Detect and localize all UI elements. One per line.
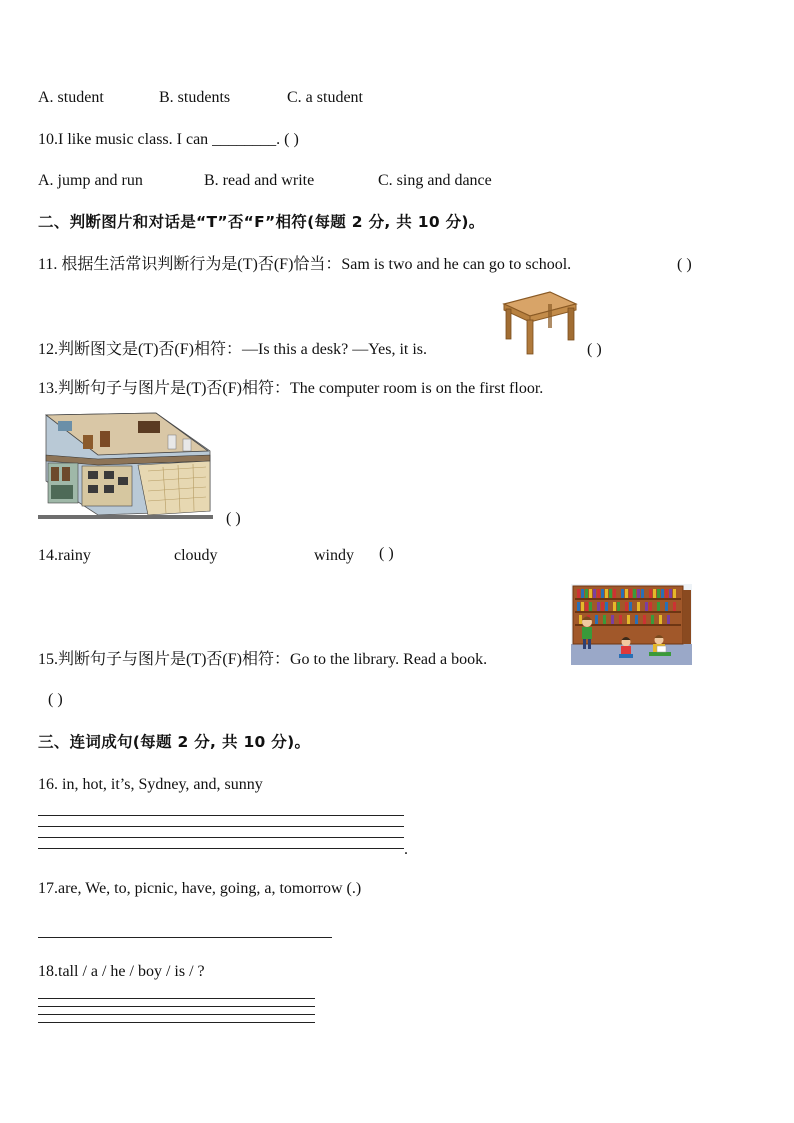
q15-answer-blank[interactable]: ( ) — [48, 691, 63, 708]
writing-line — [38, 826, 404, 827]
writing-line — [38, 837, 404, 838]
q13-text: 13.判断句子与图片是(T)否(F)相符：The computer room is on the first floor. — [38, 380, 544, 397]
q14-word-cloudy: cloudy — [174, 547, 218, 564]
writing-line — [38, 1022, 315, 1023]
q11-text: 11. 根据生活常识判断行为是(T)否(F)恰当：Sam is two and he can go to school. — [38, 256, 572, 273]
q15-text: 15.判断句子与图片是(T)否(F)相符：Go to the library. Read a book. — [38, 651, 488, 668]
section-2-heading: 二、判断图片和对话是“T”否“F”相符(每题 2 分, 共 10 分)。 — [38, 213, 485, 231]
library-image — [571, 584, 692, 665]
q9-option-a: A. student — [38, 89, 104, 106]
q14-answer-blank[interactable]: ( ) — [379, 545, 394, 562]
writing-line — [38, 1006, 315, 1007]
q14-word-windy: windy — [314, 547, 354, 564]
q10-option-a: A. jump and run — [38, 172, 143, 189]
writing-line — [38, 848, 404, 849]
school-building-image — [38, 411, 213, 519]
q16-prompt: 16. in, hot, it’s, Sydney, and, sunny — [38, 776, 263, 793]
q9-option-c: C. a student — [287, 89, 363, 106]
q18-prompt: 18.tall / a / he / boy / is / ? — [38, 963, 205, 980]
q9-option-b: B. students — [159, 89, 231, 106]
section-3-heading: 三、连词成句(每题 2 分, 共 10 分)。 — [38, 733, 311, 751]
desk-image — [498, 290, 578, 356]
q12-text: 12.判断图文是(T)否(F)相符：—Is this a desk? —Yes, it is. — [38, 341, 428, 358]
q10-option-b: B. read and write — [204, 172, 315, 189]
writing-line — [38, 998, 315, 999]
writing-line — [38, 1014, 315, 1015]
writing-line — [38, 815, 404, 816]
q12-answer-blank[interactable]: ( ) — [587, 341, 602, 358]
q10-option-c: C. sing and dance — [378, 172, 492, 189]
q16-period: . — [404, 841, 408, 858]
q13-answer-blank[interactable]: ( ) — [226, 510, 241, 527]
q17-prompt: 17.are, We, to, picnic, have, going, a, tomorrow (.) — [38, 880, 362, 897]
q11-answer-blank[interactable]: ( ) — [677, 256, 692, 273]
q10-stem: 10.I like music class. I can ________. ( ) — [38, 131, 299, 148]
q14-word-rainy: 14.rainy — [38, 547, 91, 564]
q17-answer-line[interactable] — [38, 937, 332, 938]
